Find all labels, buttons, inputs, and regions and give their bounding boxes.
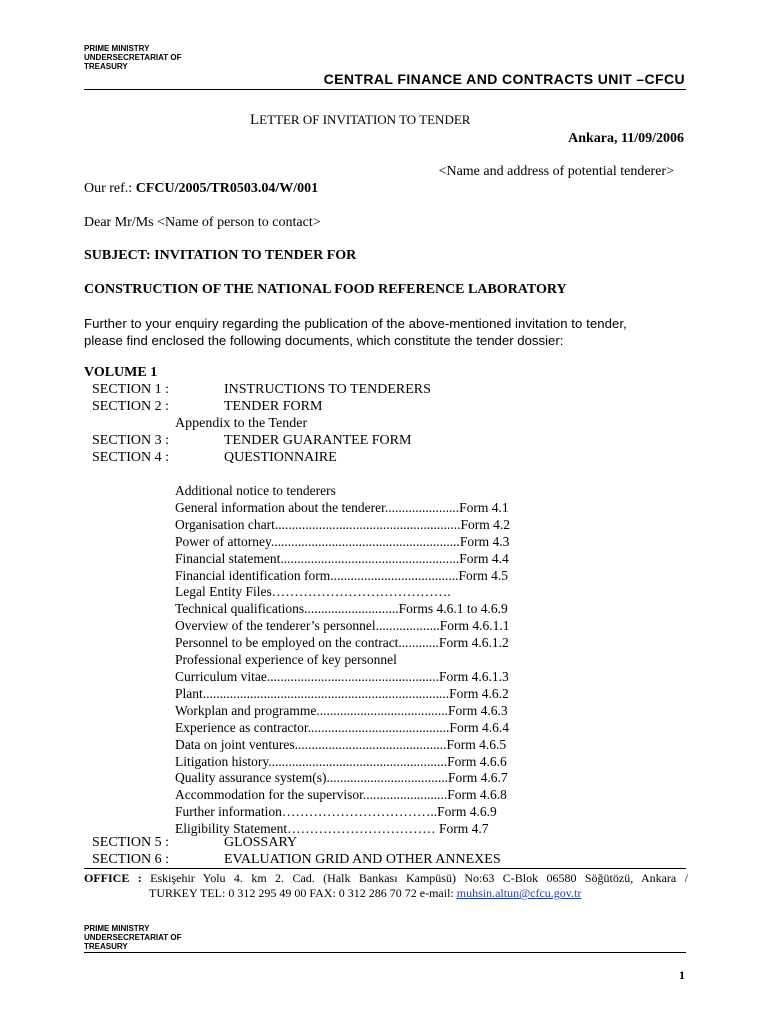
footer-rule-top	[84, 868, 686, 869]
form-list-item: Financial identification form......................................Form 4.5	[175, 567, 508, 583]
intro-paragraph	[84, 315, 627, 349]
form-list-item: Legal Entity Files………………………………….	[175, 584, 451, 600]
office-address-line2: TURKEY TEL: 0 312 295 49 00 FAX: 0 312 286 70 72 e-mail:	[149, 886, 457, 900]
form-list-item: Further information……………………………..Form 4.6.9	[175, 804, 497, 820]
subject-line: SUBJECT: INVITATION TO TENDER FOR	[84, 248, 357, 263]
form-list-item: Personnel to be employed on the contract............Form 4.6.1.2	[175, 635, 509, 651]
form-list-item: Accommodation for the supervisor.........................Form 4.6.8	[175, 787, 507, 803]
form-list-item: Overview of the tenderer’s personnel...................Form 4.6.1.1	[175, 618, 510, 634]
letter-title-rest: ETTER OF INVITATION TO TENDER	[259, 112, 471, 127]
section-text: EVALUATION GRID AND OTHER ANNEXES	[224, 852, 501, 867]
section-entry	[92, 382, 431, 398]
form-list-item: Professional experience of key personnel	[175, 652, 397, 668]
our-reference	[84, 181, 318, 197]
email-link[interactable]: muhsin.altun@cfcu.gov.tr	[456, 886, 582, 900]
header-org-line: TREASURY	[84, 62, 128, 71]
office-label: OFFICE :	[84, 871, 151, 885]
form-list-item: Power of attorney........................................................Form 4.3	[175, 533, 510, 549]
unit-title: CENTRAL FINANCE AND CONTRACTS UNIT –CFCU	[323, 71, 685, 87]
form-list-item: Quality assurance system(s)....................................Form 4.6.7	[175, 770, 508, 786]
form-list-item: Organisation chart.......................................................Form 4.2	[175, 516, 510, 532]
footer-rule-bottom	[84, 952, 686, 953]
addressee-placeholder: <Name and address of potential tenderer>	[438, 164, 674, 179]
form-list-item: Curriculum vitae...................................................Form 4.6.1.3	[175, 668, 509, 684]
form-list-item: General information about the tenderer......................Form 4.1	[175, 499, 509, 515]
form-list-item: Plant.........................................................................Form 4.6.2	[175, 685, 509, 701]
project-title: CONSTRUCTION OF THE NATIONAL FOOD REFERENCE LABORATORY	[84, 282, 567, 297]
office-address-line1: Eskişehir Yolu 4. km 2. Cad. (Halk Bankası Kampüsü) No:63 C-Blok 06580 Söğütözü, Ankara /	[150, 871, 688, 885]
footer-org-line: TREASURY	[84, 942, 128, 951]
form-list-item: Additional notice to tenderers	[175, 483, 336, 498]
intro-line: please find enclosed the following documents, which constitute the tender dossier:	[84, 333, 564, 348]
section-entry	[92, 852, 501, 868]
office-line	[84, 886, 688, 901]
form-list-item: Technical qualifications............................Forms 4.6.1 to 4.6.9	[175, 601, 508, 617]
section-label: SECTION 2 :	[92, 399, 169, 414]
section-label: SECTION 6 :	[92, 852, 169, 867]
letter-title-initial: L	[250, 112, 260, 128]
section-entry	[92, 399, 322, 415]
form-list-item: Financial statement.....................................................Form 4.4	[175, 550, 509, 566]
header-rule	[84, 89, 686, 90]
footer-org-line: PRIME MINISTRY	[84, 924, 150, 933]
section-label: SECTION 5 :	[92, 835, 169, 850]
section-label: SECTION 1 :	[92, 382, 169, 397]
section-entry	[92, 433, 411, 449]
section-label: SECTION 4 :	[92, 450, 169, 465]
footer-office-address	[84, 871, 688, 901]
footer-org-line: UNDERSECRETARIAT OF	[84, 933, 182, 942]
header-org-line: UNDERSECRETARIAT OF	[84, 53, 182, 62]
section-label: SECTION 3 :	[92, 433, 169, 448]
header-org-line: PRIME MINISTRY	[84, 44, 150, 53]
letter-title	[250, 112, 470, 129]
salutation: Dear Mr/Ms <Name of person to contact>	[84, 215, 321, 230]
intro-line: Further to your enquiry regarding the publication of the above-mentioned invitation to tender,	[84, 316, 627, 331]
section-entry	[92, 450, 337, 466]
office-line	[84, 871, 688, 886]
section-text: TENDER FORM	[224, 399, 323, 414]
section-text: TENDER GUARANTEE FORM	[224, 433, 412, 448]
volume-title: VOLUME 1	[84, 365, 158, 380]
our-ref-value: CFCU/2005/TR0503.04/W/001	[135, 181, 319, 196]
section-text: QUESTIONNAIRE	[224, 450, 337, 465]
form-list-item: Data on joint ventures.............................................Form 4.6.5	[175, 736, 507, 752]
questionnaire-form-list	[175, 483, 510, 838]
section-text: INSTRUCTIONS TO TENDERERS	[224, 382, 431, 397]
page-number: 1	[679, 968, 685, 982]
header-org-block	[84, 44, 181, 71]
place-date: Ankara, 11/09/2006	[568, 131, 684, 146]
form-list-item: Litigation history.....................................................Form 4.6.6	[175, 753, 507, 769]
form-list-item: Experience as contractor..........................................Form 4.6.4	[175, 719, 510, 735]
section-text: GLOSSARY	[224, 835, 298, 850]
appendix-entry: Appendix to the Tender	[175, 416, 308, 431]
footer-org-block	[84, 924, 181, 951]
form-list-item: Eligibility Statement…………………………… Form 4.7	[175, 821, 489, 837]
our-ref-label: Our ref.:	[84, 181, 136, 196]
form-list-item: Workplan and programme.......................................Form 4.6.3	[175, 702, 508, 718]
